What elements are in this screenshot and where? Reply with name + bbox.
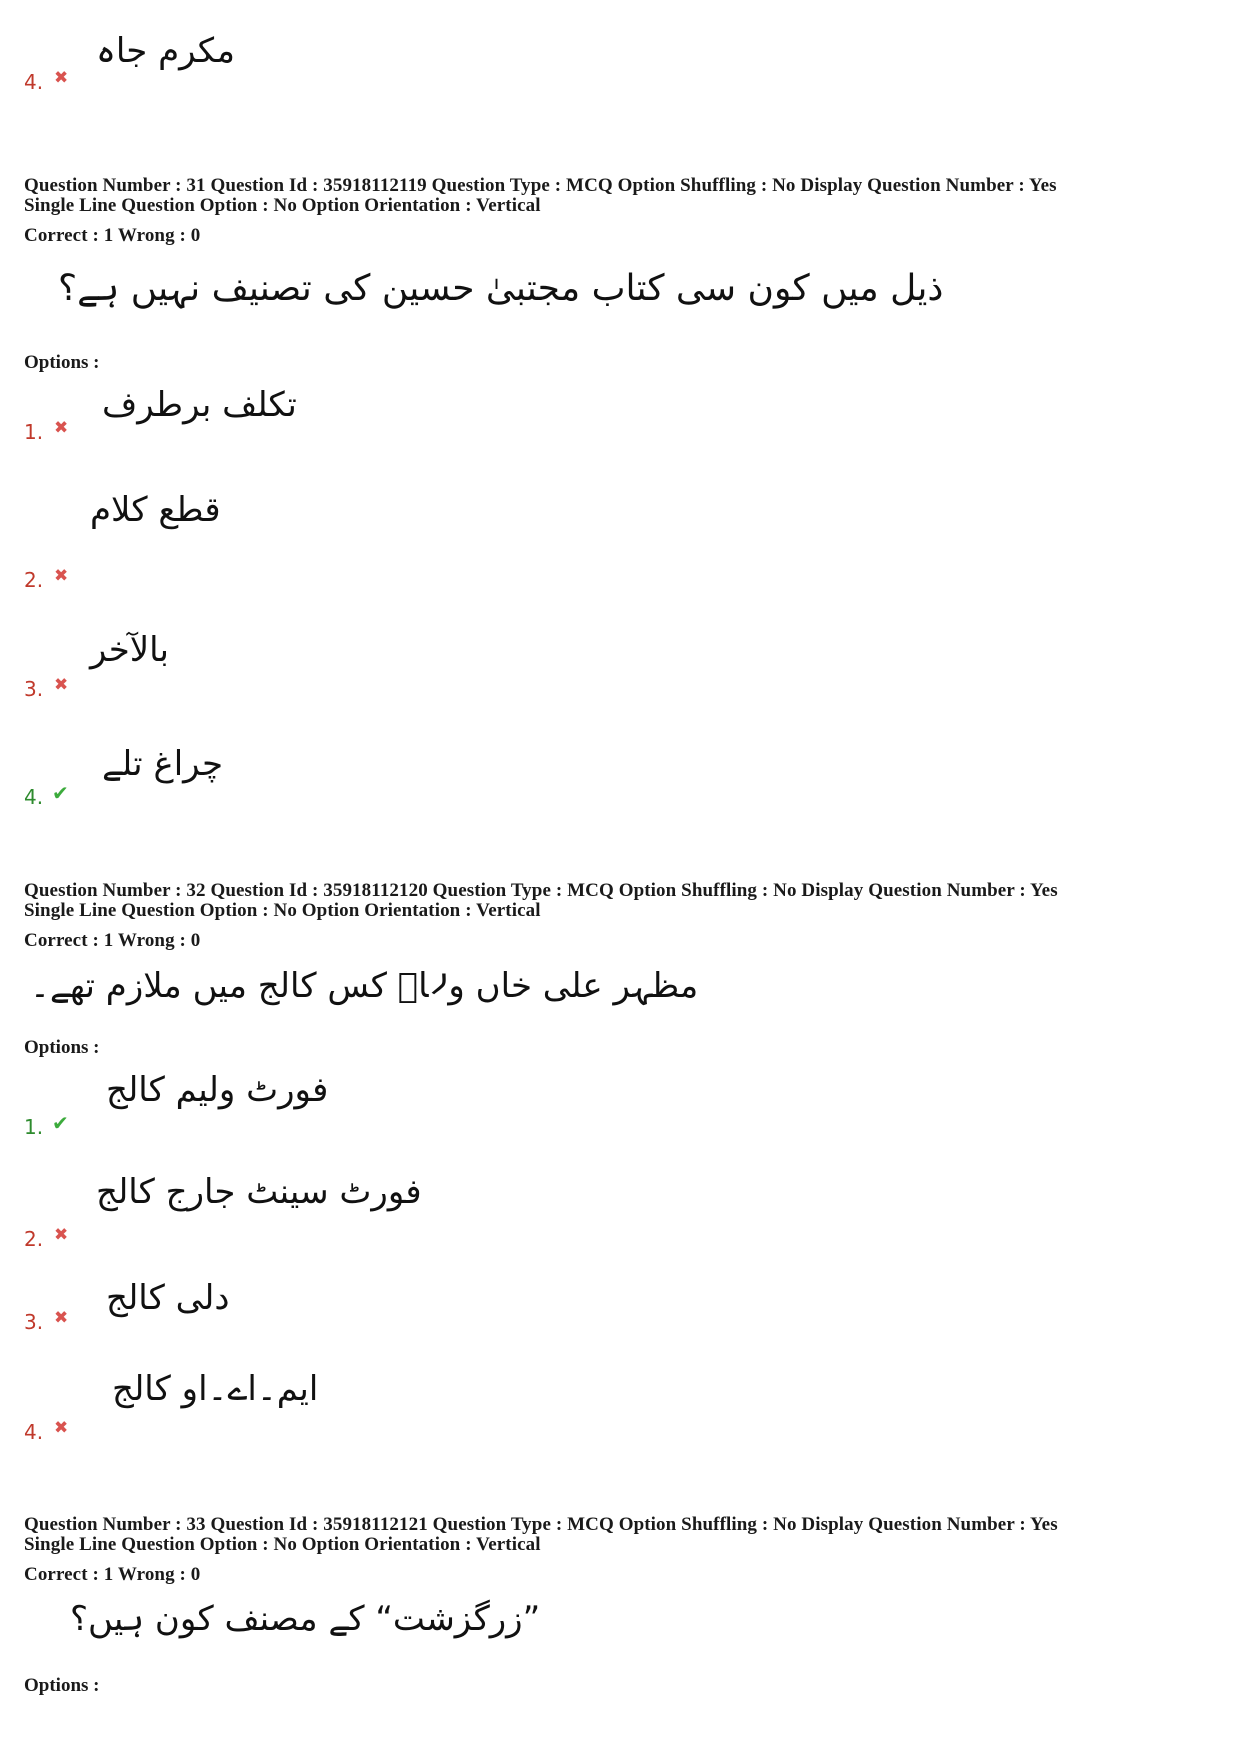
option-4 xyxy=(24,1368,424,1448)
question-meta-line-1: Question Number : 33 Question Id : 35918112121 Question Type : MCQ Option Shuffling : No Display Question Number : Yes xyxy=(24,1514,1058,1535)
options-label: Options : xyxy=(24,352,100,373)
question-meta-line-1: Question Number : 31 Question Id : 35918112119 Question Type : MCQ Option Shuffling : No Display Question Number : Yes xyxy=(24,175,1057,196)
option-text: بالآخر xyxy=(90,630,169,670)
option-3 xyxy=(24,630,424,700)
option-4 xyxy=(24,735,424,815)
option-text: چراغ تلے xyxy=(102,744,223,784)
option-number: 2. xyxy=(24,568,44,592)
option-number: 1. xyxy=(24,1115,44,1139)
cross-icon: ✖ xyxy=(54,1225,69,1245)
option-number: 4. xyxy=(24,785,44,809)
question-meta-line-2: Single Line Question Option : No Option Orientation : Vertical xyxy=(24,195,541,216)
cross-icon: ✖ xyxy=(54,566,69,586)
question-score: Correct : 1 Wrong : 0 xyxy=(24,930,201,951)
option-text: قطع کلام xyxy=(90,490,221,530)
question-meta-line-1: Question Number : 32 Question Id : 35918112120 Question Type : MCQ Option Shuffling : No Display Question Number : Yes xyxy=(24,880,1058,901)
option-text: تکلف برطرف xyxy=(102,385,297,425)
cross-icon: ✖ xyxy=(54,418,69,438)
question-score: Correct : 1 Wrong : 0 xyxy=(24,1564,201,1585)
option-text: فورٹ ولیم کالج xyxy=(106,1070,329,1110)
option-text: دلی کالج xyxy=(106,1278,230,1318)
option-number: 2. xyxy=(24,1227,44,1251)
question-text: ذیل میں کون سی کتاب مجتبیٰ حسین کی تصنیف نہیں ہے؟ xyxy=(58,268,944,309)
option-number: 1. xyxy=(24,420,44,444)
option-text: مکرم جاہ xyxy=(96,31,235,71)
cross-icon: ✖ xyxy=(54,1418,69,1438)
option-number: 3. xyxy=(24,677,44,701)
option-number: 4. xyxy=(24,1420,44,1444)
option-number: 3. xyxy=(24,1310,44,1334)
option-3 xyxy=(24,1278,424,1348)
check-icon: ✔ xyxy=(52,1111,69,1135)
cross-icon: ✖ xyxy=(54,1308,69,1328)
options-label: Options : xyxy=(24,1675,100,1696)
option-2 xyxy=(24,1172,424,1252)
option-1 xyxy=(24,385,424,455)
question-meta-line-2: Single Line Question Option : No Option Orientation : Vertical xyxy=(24,1534,541,1555)
cross-icon: ✖ xyxy=(54,68,69,88)
question-meta-line-2: Single Line Question Option : No Option Orientation : Vertical xyxy=(24,900,541,921)
option-1 xyxy=(24,1070,424,1150)
cross-icon: ✖ xyxy=(54,675,69,695)
option-text: فورٹ سینٹ جارج کالج xyxy=(96,1172,422,1212)
option-text: ایم۔اے۔او کالج xyxy=(112,1369,319,1409)
options-label: Options : xyxy=(24,1037,100,1058)
check-icon: ✔ xyxy=(52,781,69,805)
question-text: مظہر علی خاں ولاؔ کس کالج میں ملازم تھے۔ xyxy=(30,966,699,1006)
option-number: 4. xyxy=(24,70,44,94)
question-score: Correct : 1 Wrong : 0 xyxy=(24,225,201,246)
previous-option-4 xyxy=(24,30,324,100)
option-2 xyxy=(24,490,424,590)
question-text: ”زرگزشت“ کے مصنف کون ہیں؟ xyxy=(70,1599,541,1639)
